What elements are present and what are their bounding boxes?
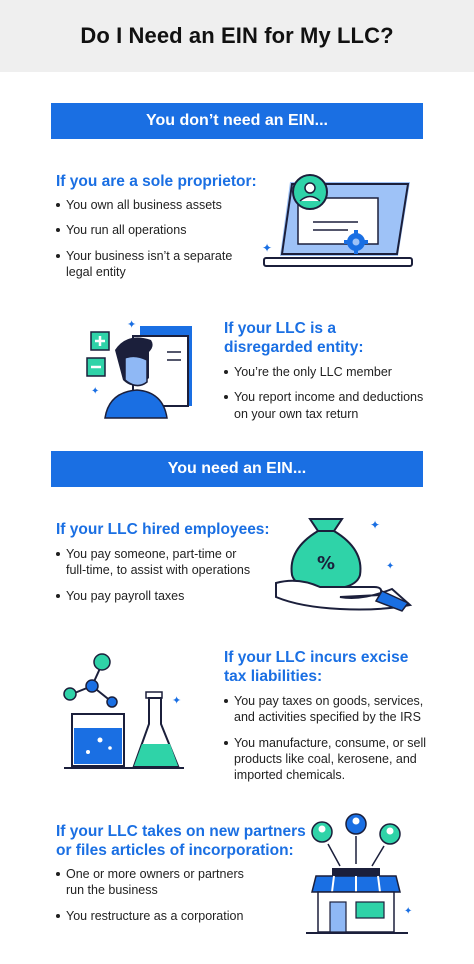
employees-list [56,546,252,613]
list-item: You pay taxes on goods, services, and activities specified by the IRS [224,693,429,726]
svg-text:✦: ✦ [91,386,100,397]
molecule-icon [64,654,117,707]
svg-text:✦: ✦ [172,694,182,707]
sole-proprietor-title: If you are a sole proprietor: [56,173,257,190]
banner-need-ein: You need an EIN... [51,451,423,487]
percent-icon: % [316,553,336,574]
sole-proprietor-list [56,197,256,289]
person-icon [293,175,327,209]
disregarded-title: If your LLC is a disregarded entity: [224,320,364,357]
disregarded-list [224,364,424,431]
minus-icon [87,358,105,376]
storefront-icon [298,812,422,940]
page-title: Do I Need an EIN for My LLC? [80,23,394,48]
list-item: One or more owners or partners run the business [56,866,261,899]
awning-icon [312,876,400,892]
list-item: Your business isn’t a separate legal entity [56,248,236,281]
entity-person-icon [85,318,203,420]
list-item: You restructure as a corporation [56,908,261,924]
banner-no-ein: You don’t need an EIN... [51,103,423,139]
plus-icon [91,332,109,350]
list-item: You run all operations [56,222,256,238]
beaker-icon [72,714,124,766]
employees-title: If your LLC hired employees: [56,521,270,538]
excise-title: If your LLC incurs excise tax liabilities: [224,649,409,686]
svg-text:✦: ✦ [127,318,137,331]
money-bag-icon [270,505,420,613]
svg-text:✦: ✦ [370,518,381,532]
list-item: You own all business assets [56,197,256,213]
page-header [0,0,474,72]
partners-title: If your LLC takes on new partners or files articles of incorporation: [56,823,306,860]
svg-text:✦: ✦ [404,906,413,917]
list-item: You pay someone, part-time or full-time, to assist with operations [56,546,252,579]
list-item: You report income and deductions on your own tax return [224,389,424,422]
svg-text:✦: ✦ [386,561,395,572]
list-item: You pay payroll taxes [56,588,252,604]
excise-list [224,693,429,792]
list-item: You manufacture, consume, or sell products like coal, kerosene, and imported chemicals. [224,735,429,784]
list-item: You’re the only LLC member [224,364,424,380]
laptop-icon [258,170,418,275]
svg-text:✦: ✦ [262,241,273,255]
lab-icon [60,648,190,776]
partners-list [56,866,261,933]
